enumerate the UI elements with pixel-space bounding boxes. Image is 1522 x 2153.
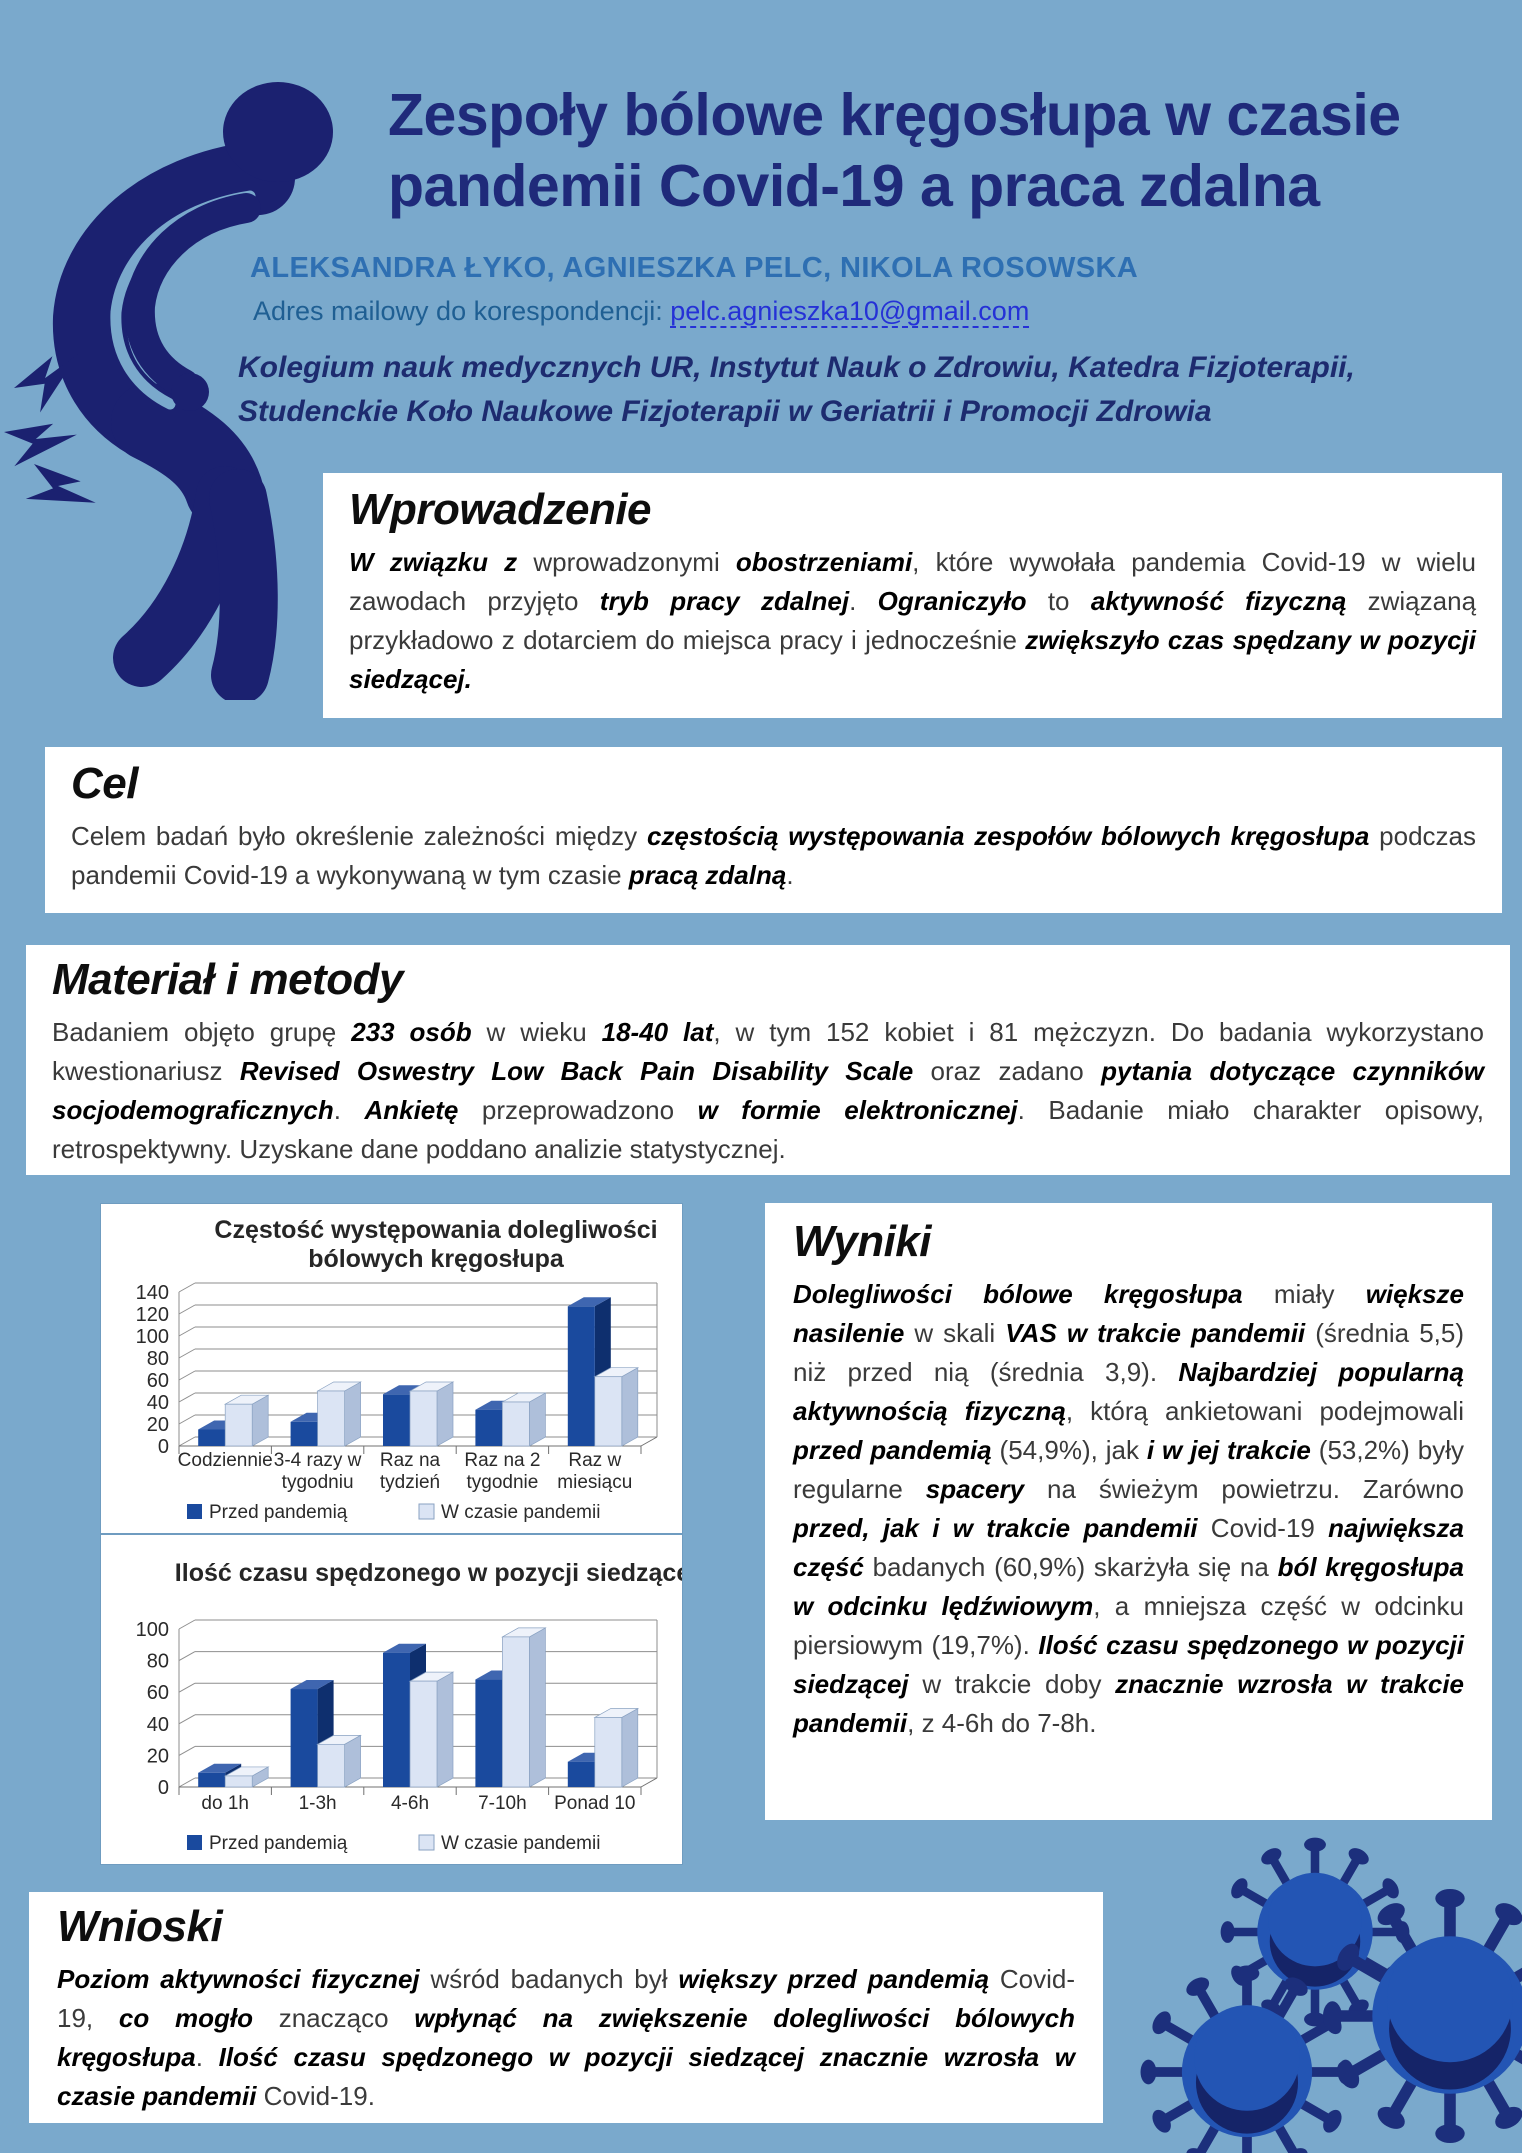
svg-text:tygodnie: tygodnie	[466, 1472, 539, 1493]
svg-text:Codziennie: Codziennie	[177, 1450, 273, 1471]
material-methods-heading: Materiał i metody	[52, 955, 403, 1004]
chart-sitting-time	[100, 1534, 683, 1865]
svg-text:80: 80	[146, 1348, 169, 1370]
conclusions-heading: Wnioski	[57, 1902, 223, 1951]
svg-text:Przed pandemią: Przed pandemią	[209, 1833, 348, 1854]
svg-text:7-10h: 7-10h	[478, 1793, 527, 1814]
svg-text:4-6h: 4-6h	[390, 1793, 430, 1814]
svg-text:Ilość czasu spędzonego w pozyc: Ilość czasu spędzonego w pozycji siedzącej	[174, 1559, 682, 1587]
section-conclusions	[29, 1892, 1103, 2123]
svg-text:20: 20	[146, 1414, 169, 1436]
svg-text:120: 120	[135, 1304, 169, 1326]
email-link[interactable]: pelc.agnieszka10@gmail.com	[670, 296, 1030, 326]
section-introduction	[323, 473, 1502, 718]
introduction-paragraph: W związku z wprowadzonymi obostrzeniami, które wywołała pandemia Covid-19 w wielu zawodach przyjęto tryb pracy zdalnej. Ograniczyło to aktywność fizyczną związaną przykładowo z dotarciem do miejsca pracy i jednocześnie zwiększyło czas spędzany w pozycji siedzącej.	[349, 547, 1477, 694]
svg-text:3-4 razy w: 3-4 razy w	[273, 1450, 362, 1471]
email-label: Adres mailowy do korespondencji:	[253, 296, 663, 326]
svg-text:bólowych kręgosłupa: bólowych kręgosłupa	[308, 1245, 564, 1273]
svg-text:Ponad 10: Ponad 10	[554, 1793, 636, 1814]
svg-text:do 1h: do 1h	[201, 1793, 249, 1814]
chart-pain-frequency	[100, 1203, 683, 1534]
goal-paragraph: Celem badań było określenie zależności między częstością występowania zespołów bólowych kręgosłupa podczas pandemii Covid-19 a wykonywaną w tym czasie pracą zdalną.	[71, 821, 1476, 890]
svg-text:140: 140	[135, 1282, 169, 1304]
authors-line: ALEKSANDRA ŁYKO, AGNIESZKA PELC, NIKOLA ROSOWSKA	[250, 252, 1139, 284]
svg-text:tydzień: tydzień	[379, 1472, 441, 1493]
svg-text:W czasie pandemii: W czasie pandemii	[441, 1502, 601, 1523]
email-line	[253, 296, 1029, 327]
svg-text:60: 60	[146, 1682, 169, 1705]
title-line-2: pandemii Covid-19 a praca zdalna	[388, 152, 1320, 219]
svg-text:60: 60	[146, 1370, 169, 1392]
svg-text:miesiącu: miesiącu	[557, 1472, 633, 1493]
svg-text:W czasie pandemii: W czasie pandemii	[441, 1833, 601, 1854]
svg-text:40: 40	[146, 1392, 169, 1414]
goal-heading: Cel	[71, 759, 138, 808]
results-heading: Wyniki	[793, 1217, 932, 1266]
svg-text:Przed pandemią: Przed pandemią	[209, 1502, 348, 1523]
section-goal	[45, 747, 1502, 913]
coronavirus-icons	[1120, 1820, 1522, 2153]
svg-text:100: 100	[135, 1619, 169, 1641]
title-line-1: Zespoły bólowe kręgosłupa w czasie	[388, 81, 1401, 148]
poster-title	[388, 80, 1498, 222]
results-paragraph: Dolegliwości bólowe kręgosłupa miały większe nasilenie w skali VAS w trakcie pandemii (średnia 5,5) niż przed nią (średnia 3,9). Najbardziej popularną aktywnością fizyczną, którą ankietowani podejmowali przed pandemią (54,9%), jak i w jej trakcie (53,2%) były regularne spacery na świeżym powietrzu. Zarówno przed, jak i w trakcie pandemii Covid-19 największa część badanych (60,9%) skarżyła się na ból kręgosłupa w odcinku lędźwiowym, a mniejsza część w odcinku piersiowym (19,7%). Ilość czasu spędzonego w pozycji siedzącej w trakcie doby znacznie wzrosła w trakcie pandemii, z 4-6h do 7-8h.	[793, 1279, 1465, 1738]
material-methods-paragraph: Badaniem objęto grupę 233 osób w wieku 18-40 lat, w tym 152 kobiet i 81 mężczyzn. Do badania wykorzystano kwestionariusz Revised Oswestry Low Back Pain Disability Scale oraz zadano pytania dotyczące czynników socjodemograficznych. Ankietę przeprowadzono w formie elektronicznej. Badanie miało charakter opisowy, retrospektywny. Uzyskane dane poddano analizie statystycznej.	[52, 1017, 1484, 1164]
svg-text:80: 80	[146, 1650, 169, 1673]
affiliation-line-1: Kolegium nauk medycznych UR, Instytut Nauk o Zdrowiu, Katedra Fizjoterapii,	[238, 351, 1355, 384]
svg-text:40: 40	[146, 1713, 169, 1736]
svg-text:20: 20	[146, 1745, 169, 1768]
svg-text:1-3h: 1-3h	[298, 1793, 337, 1814]
svg-text:tygodniu: tygodniu	[281, 1472, 354, 1493]
svg-text:100: 100	[135, 1326, 169, 1348]
svg-text:Częstość występowania dolegliw: Częstość występowania dolegliwości	[214, 1216, 658, 1244]
svg-text:Raz na: Raz na	[379, 1450, 441, 1471]
introduction-heading: Wprowadzenie	[349, 485, 652, 534]
svg-text:0: 0	[157, 1777, 169, 1799]
virus-icon-medium	[1141, 1966, 1354, 2153]
section-material-methods	[26, 945, 1510, 1175]
affiliation-line-2: Studenckie Koło Naukowe Fizjoterapii w Geriatrii i Promocji Zdrowia	[238, 395, 1212, 428]
svg-text:0: 0	[157, 1436, 169, 1458]
affiliation	[238, 346, 1355, 434]
section-results	[765, 1203, 1492, 1820]
charts-panel	[100, 1203, 683, 1865]
svg-text:Raz w: Raz w	[568, 1450, 622, 1471]
conclusions-paragraph: Poziom aktywności fizycznej wśród badanych był większy przed pandemią Covid-19, co mogło znacząco wpłynąć na zwiększenie dolegliwości bólowych kręgosłupa. Ilość czasu spędzonego w pozycji siedzącej znacznie wzrosła w czasie pandemii Covid-19.	[57, 1964, 1075, 2111]
svg-text:Raz na 2: Raz na 2	[464, 1450, 541, 1471]
